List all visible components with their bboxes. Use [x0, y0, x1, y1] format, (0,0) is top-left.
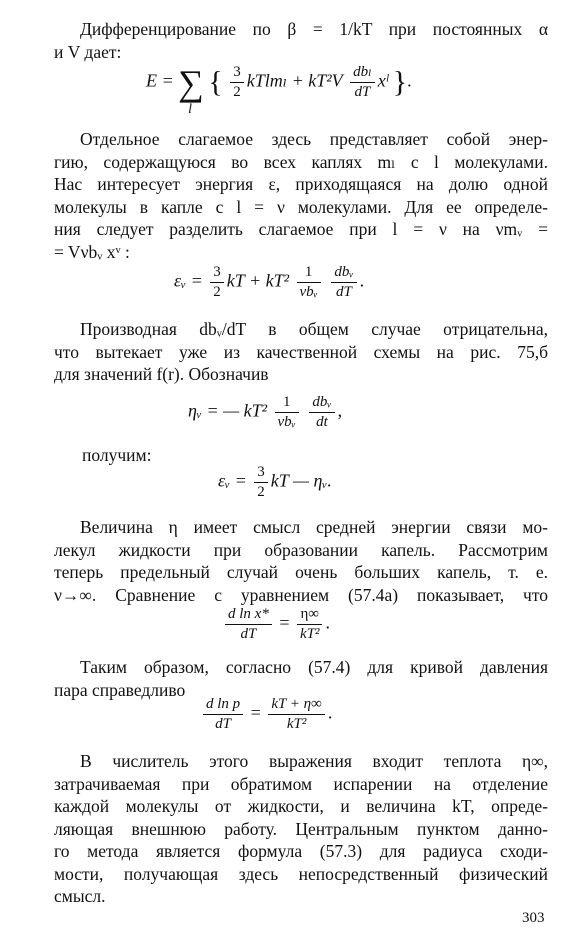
- sum-index: l: [188, 101, 193, 117]
- fraction: $\frac{\eta\infty}{\text{kT²}}$: [297, 606, 323, 643]
- text-line: ния следует разделить слагаемое при l = ν на νmᵥ =: [54, 219, 548, 239]
- text-line: мости, получающая здесь непосредственный физический: [54, 863, 548, 884]
- text-line: и V дает:: [54, 41, 122, 62]
- fraction: $\frac{\text{d ln x*}}{dT}$: [225, 606, 272, 643]
- paragraph-3: [54, 318, 548, 386]
- equation-dlnx: $\frac{\text{d ln x*}}{dT}$ = $\frac{\eta\infty}{\text{kT²}}$ .: [222, 606, 330, 643]
- text-line: Величина η имеет смысл средней энергии связи мо-: [80, 517, 548, 537]
- fraction: $\frac{\text{dbᵥ}}{dt}$: [309, 394, 334, 431]
- text-line: ляющая внешнюю работу. Центральным пунктом данно-: [54, 818, 548, 839]
- page-number: 303: [522, 910, 545, 926]
- fraction: $\frac{\text{dbₗ}}{dT}$: [350, 64, 375, 101]
- fraction: $\frac{1}{\text{νbᵥ}}$: [297, 264, 321, 301]
- fraction: $\frac{3}{2}$: [230, 64, 244, 101]
- equation-epsilon-eta: εᵥ = $\frac{3}{2}$ kT — ηᵥ.: [218, 464, 332, 500]
- paragraph-2: [54, 128, 548, 263]
- text-line: что вытекает уже из качественной схемы на рис. 75,б: [54, 341, 548, 362]
- text-line: теперь предельный случай очень больших капель, т. е.: [54, 562, 548, 582]
- text-line: затрачиваемая при обратимом испарении на отделение: [54, 773, 548, 794]
- fraction: $\frac{1}{\text{νbᵥ}}$: [275, 394, 299, 431]
- text-line: смысл.: [54, 886, 106, 906]
- equation-dlnp: $\frac{\text{d ln p}}{dT}$ = $\frac{kT + \eta\infty}{\text{kT²}}$ .: [200, 696, 332, 733]
- left-brace: {: [208, 65, 223, 99]
- fraction: $\frac{\text{dbᵥ}}{dT}$: [331, 264, 356, 301]
- text-line: го метода является формула (57.3) для радиуса сходи-: [54, 841, 548, 861]
- fraction: $\frac{3}{2}$: [210, 264, 224, 301]
- text-line: пара справедливо: [54, 679, 186, 700]
- equation-eta-nu: ηᵥ = — kT² $\frac{1}{\text{νbᵥ}}$ $\frac{\text{dbᵥ}}{dt}$ ,: [188, 394, 343, 430]
- fraction: $\frac{3}{2}$: [254, 464, 268, 501]
- text-line: Производная dbᵥ/dT в общем случае отрицательна,: [80, 319, 548, 339]
- text-line: молекулы в капле с l = ν молекулами. Для ее определе-: [54, 196, 548, 217]
- text-line: ν→∞. Сравнение с уравнением (57.4а) показывает, что: [54, 584, 548, 605]
- eq-term: kTlmₗ + kT²V: [246, 70, 343, 91]
- text-line: Таким образом, согласно (57.4) для кривой давления: [80, 657, 548, 677]
- paragraph-5: [54, 516, 548, 606]
- text-line: гию, содержащуюся во всех каплях mₗ с l молекулами.: [54, 151, 548, 172]
- text-line: каждой молекулы от жидкости, и величина kT, опреде-: [54, 796, 548, 816]
- equation-epsilon-nu: εᵥ = $\frac{3}{2}$ kT + kT² $\frac{1}{\text{νbᵥ}}$ $\frac{\text{dbᵥ}}{dT}$ .: [174, 264, 365, 300]
- paragraph-1: [54, 18, 548, 63]
- text-line: лекул жидкости при образовании капель. Рассмотрим: [54, 539, 548, 560]
- fraction: $\frac{kT + \eta\infty}{\text{kT²}}$: [268, 696, 325, 733]
- equation-energy-sum: E = ∑ l { $\frac{3}{2}$ kTlmₗ + kT²V $\frac{\text{dbₗ}}{dT}$ xˡ }.: [146, 62, 412, 117]
- sum-symbol: ∑ l: [178, 62, 204, 117]
- text-line: = Vνbᵥ xᵛ :: [54, 241, 130, 262]
- text-line: Дифференцирование по β = 1/kT при постоянных α: [80, 19, 548, 39]
- paragraph-6: [54, 656, 548, 701]
- paragraph-7: [54, 750, 548, 908]
- eq-term: xˡ: [377, 70, 389, 91]
- text-line: Нас интересует энергия ε, приходящаяся на долю одной: [54, 174, 548, 194]
- fraction: $\frac{\text{d ln p}}{dT}$: [203, 696, 243, 733]
- text-line: получим:: [82, 445, 152, 465]
- eq-lhs: E =: [146, 70, 174, 91]
- right-brace: }: [392, 65, 408, 99]
- text-line: В числитель этого выражения входит теплота η∞,: [80, 751, 548, 771]
- text-line: для значений f(r). Обозначив: [54, 364, 269, 384]
- text-line: Отдельное слагаемое здесь представляет собой энер-: [80, 129, 548, 149]
